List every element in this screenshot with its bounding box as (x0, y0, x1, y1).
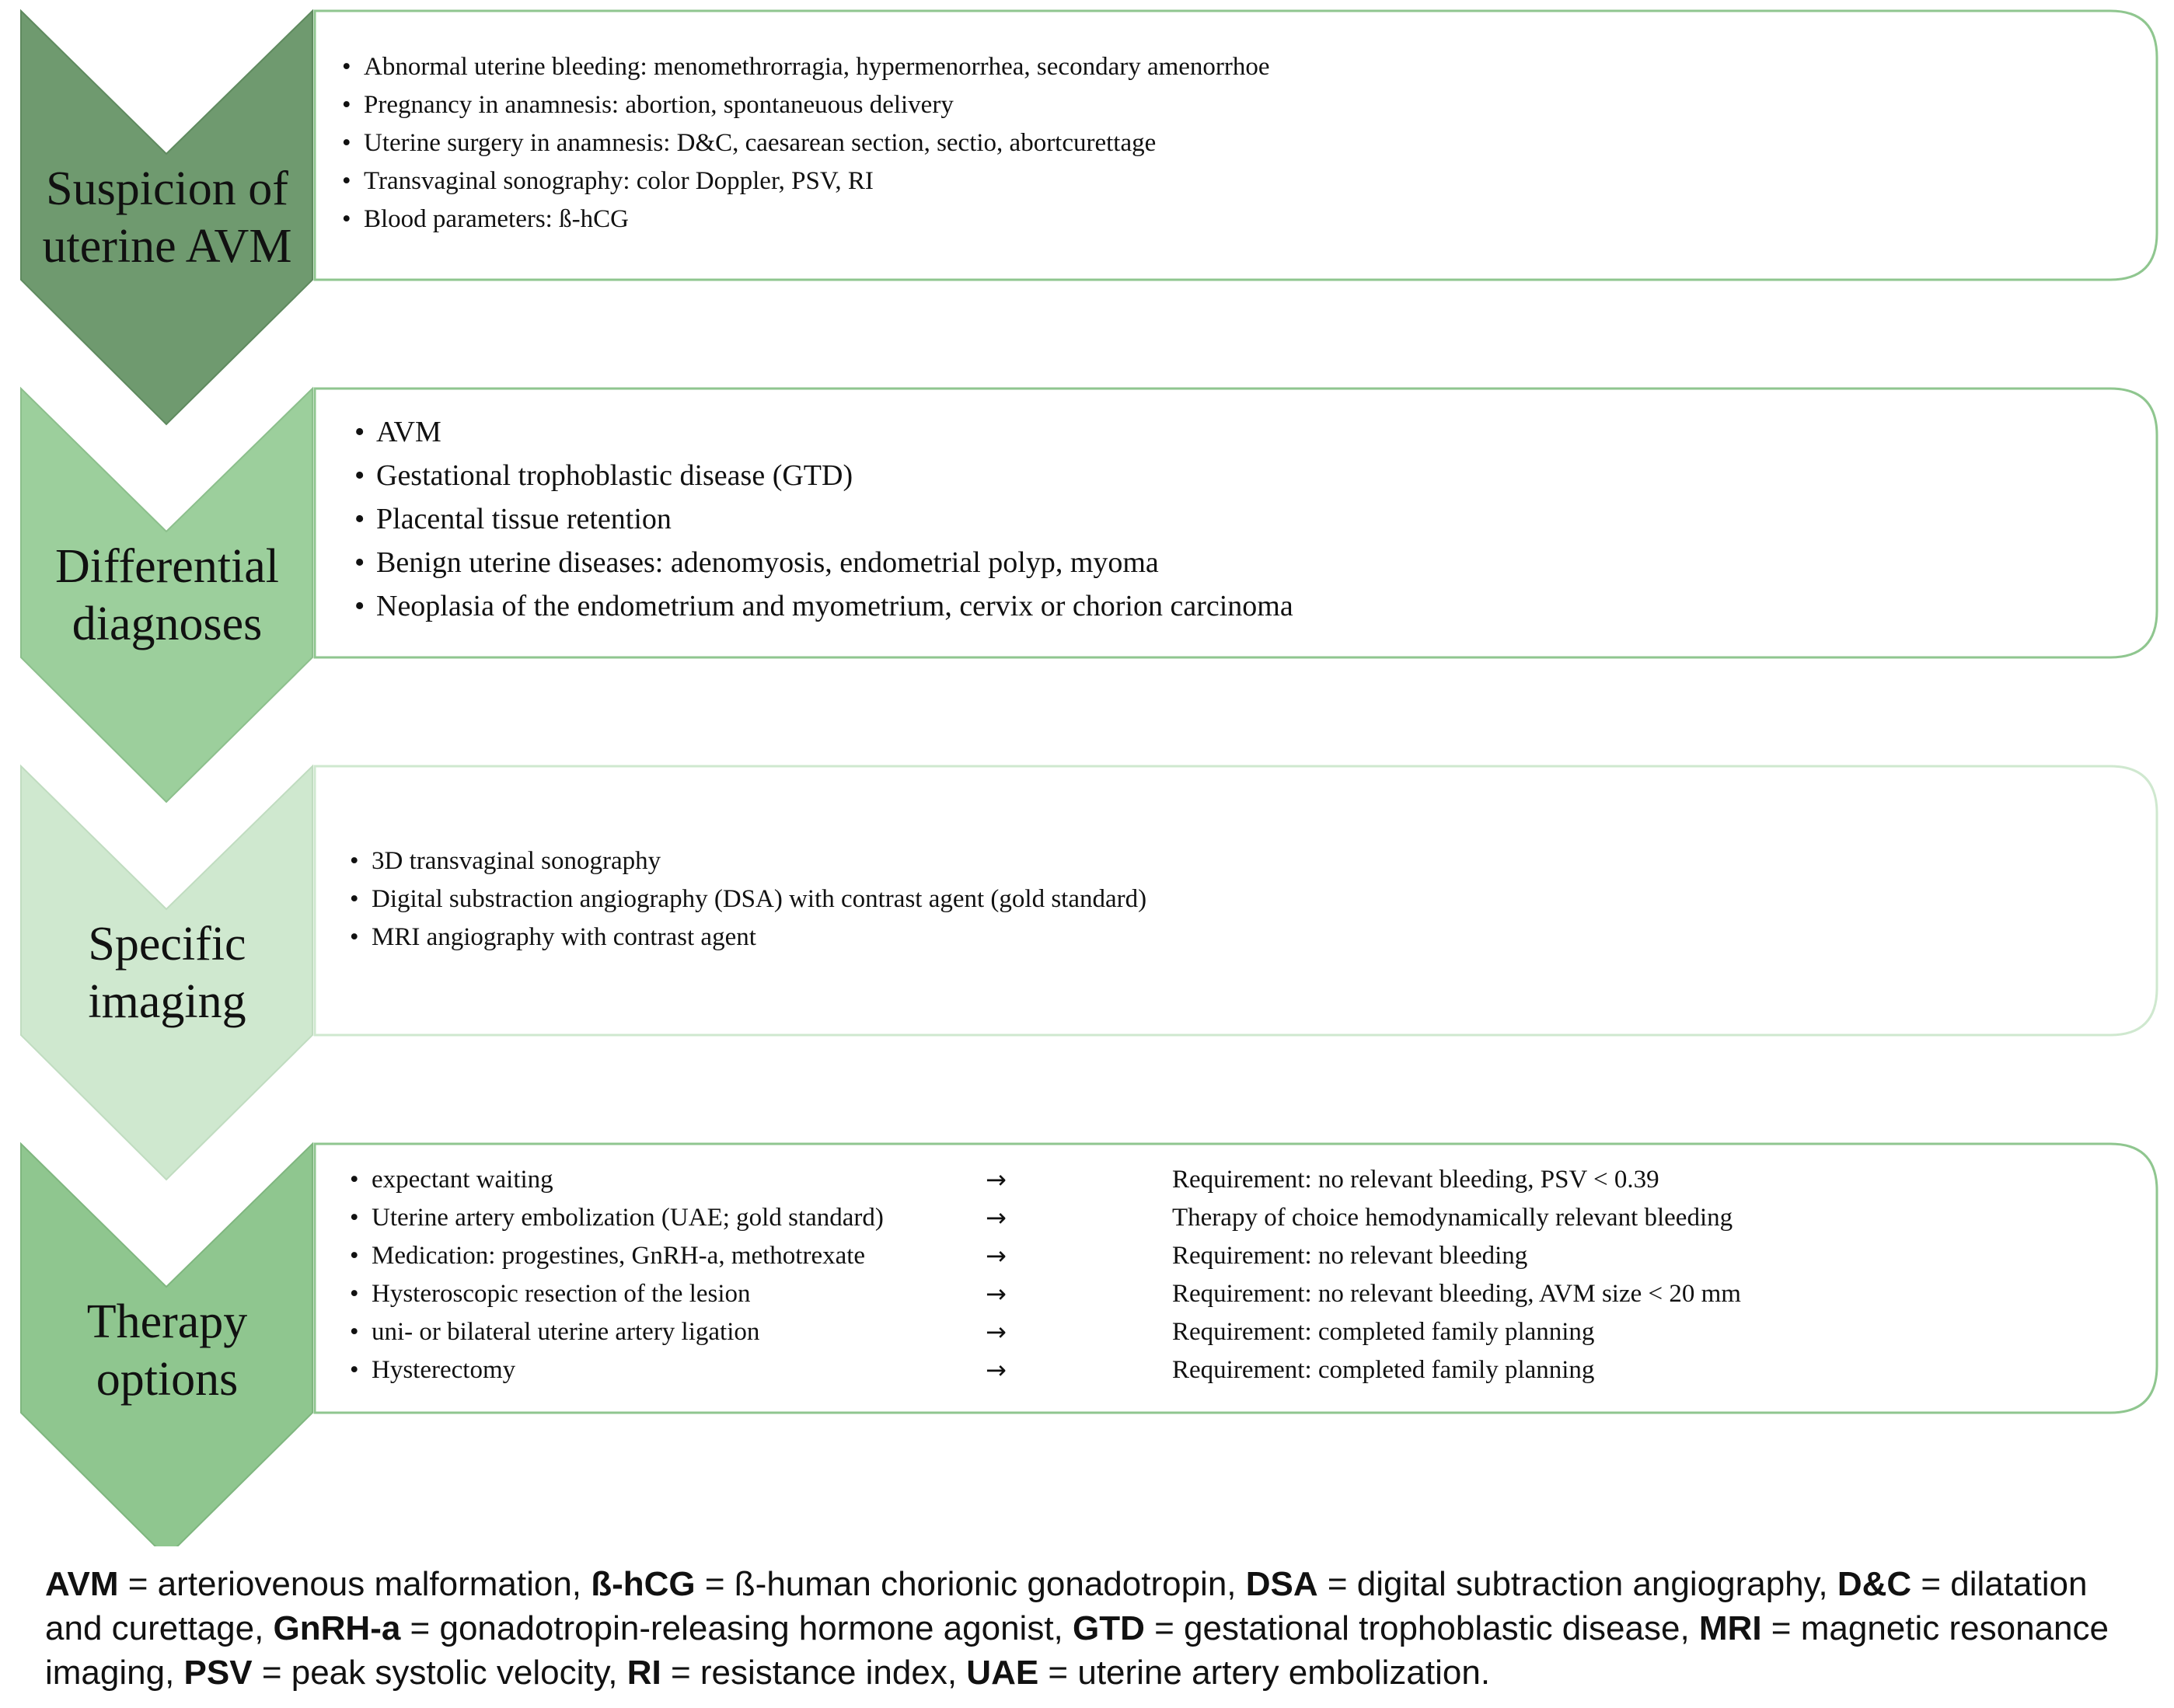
list-item: • Digital substraction angiography (DSA) with contrast agent (gold standard) (350, 880, 1146, 918)
therapy-option: • Hysteroscopic resection of the lesion (350, 1275, 751, 1313)
list-item: • Neoplasia of the endometrium and myometrium, cervix or chorion carcinoma (354, 584, 1293, 628)
list-item: • Benign uterine diseases: adenomyosis, endometrial polyp, myoma (354, 541, 1293, 584)
legend-term: AVM (45, 1565, 119, 1603)
stage-2-title (17, 538, 317, 654)
stage-1-title (17, 160, 317, 276)
stage-1-title-line2: uterine AVM (42, 220, 292, 274)
therapy-row (350, 1351, 2137, 1389)
stage-1-title-line1: Suspicion of (46, 162, 288, 215)
list-item: • Transvaginal sonography: color Doppler, PSV, RI (342, 162, 1270, 200)
legend-term: GTD (1073, 1609, 1145, 1647)
legend-term: RI (626, 1654, 661, 1692)
therapy-row (350, 1161, 2137, 1199)
legend-definition: = peak systolic velocity, (252, 1654, 627, 1692)
therapy-requirement: Requirement: no relevant bleeding (1172, 1242, 1528, 1270)
list-item: • Uterine surgery in anamnesis: D&C, caesarean section, sectio, abortcurettage (342, 124, 1270, 162)
stage-4-title-line1: Therapy (86, 1295, 248, 1348)
arrow-right-icon: → (986, 1279, 1007, 1309)
stage-3-title-line2: imaging (88, 975, 246, 1029)
arrow-right-icon: → (986, 1355, 1007, 1385)
legend-term: GnRH-a (273, 1609, 401, 1647)
legend-term: DSA (1245, 1565, 1318, 1603)
therapy-requirement: Requirement: completed family planning (1172, 1356, 1595, 1384)
stage-3-title-line1: Specific (88, 918, 246, 971)
list-item: • Blood parameters: ß-hCG (342, 200, 1270, 239)
therapy-option: • expectant waiting (350, 1161, 553, 1199)
legend-definition: = gestational trophoblastic disease, (1144, 1609, 1699, 1647)
stage-4-title (17, 1293, 317, 1409)
list-item: • 3D transvaginal sonography (350, 842, 1146, 880)
legend-term: D&C (1837, 1565, 1912, 1603)
legend-definition: = gonadotropin-releasing hormone agonist, (400, 1609, 1073, 1647)
stage-2-title-line2: diagnoses (72, 598, 263, 651)
therapy-requirement: Requirement: completed family planning (1172, 1318, 1595, 1346)
list-item: • Gestational trophoblastic disease (GTD) (354, 454, 1293, 497)
list-item: • AVM (354, 410, 1293, 454)
legend-term: MRI (1698, 1609, 1762, 1647)
legend-term: PSV (183, 1654, 253, 1692)
therapy-requirement: Requirement: no relevant bleeding, AVM size < 20 mm (1172, 1280, 1741, 1308)
list-item: • MRI angiography with contrast agent (350, 918, 1146, 957)
list-item: • Abnormal uterine bleeding: menomethrorragia, hypermenorrhea, secondary amenorrhoe (342, 48, 1270, 86)
arrow-right-icon: → (986, 1241, 1007, 1271)
stage-4-title-line2: options (96, 1353, 239, 1406)
therapy-row (350, 1275, 2137, 1313)
arrow-right-icon: → (986, 1165, 1007, 1194)
legend-definition: = arteriovenous malformation, (118, 1565, 591, 1603)
therapy-option: • Uterine artery embolization (UAE; gold standard) (350, 1199, 884, 1237)
stage-1-list (342, 48, 1270, 239)
legend-definition: = ß-human chorionic gonadotropin, (695, 1565, 1246, 1603)
legend-definition: = uterine artery embolization. (1038, 1654, 1491, 1692)
therapy-option: • Hysterectomy (350, 1351, 515, 1389)
legend-term: UAE (966, 1654, 1039, 1692)
therapy-row (350, 1199, 2137, 1237)
legend-definition: = magnetic resonance imaging, (45, 1609, 2109, 1692)
stage-2-title-line1: Differential (54, 540, 280, 593)
therapy-option: • Medication: progestines, GnRH-a, methotrexate (350, 1237, 865, 1275)
stage-2-list (354, 410, 1293, 628)
stage-3-list (350, 842, 1146, 957)
arrow-right-icon: → (986, 1203, 1007, 1232)
stage-3-title (17, 915, 317, 1031)
therapy-row (350, 1237, 2137, 1275)
list-item: • Placental tissue retention (354, 497, 1293, 541)
therapy-row (350, 1313, 2137, 1351)
therapy-requirement: Therapy of choice hemodynamically relevant bleeding (1172, 1204, 1733, 1232)
legend-definition: = dilatation and curettage, (45, 1565, 2088, 1647)
therapy-option: • uni- or bilateral uterine artery ligation (350, 1313, 759, 1351)
list-item: • Pregnancy in anamnesis: abortion, spontaneuous delivery (342, 86, 1270, 124)
legend-definition: = resistance index, (661, 1654, 967, 1692)
legend-definition: = digital subtraction angiography, (1317, 1565, 1837, 1603)
legend-term: ß-hCG (591, 1565, 696, 1603)
therapy-requirement: Requirement: no relevant bleeding, PSV < 0.39 (1172, 1166, 1659, 1194)
arrow-right-icon: → (986, 1317, 1007, 1347)
abbreviation-legend (45, 1562, 2144, 1695)
